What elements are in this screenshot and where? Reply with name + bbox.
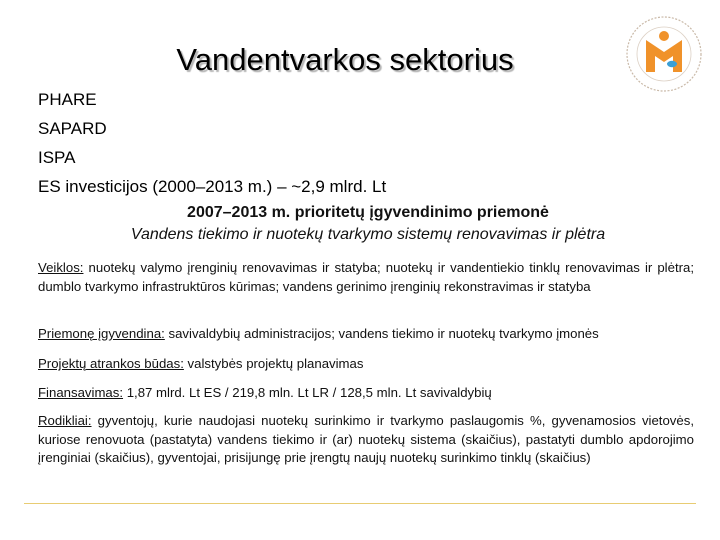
slide-title: Vandentvarkos sektorius <box>176 42 514 77</box>
measure-heading: 2007–2013 m. prioritetų įgyvendinimo priemonė <box>187 204 549 221</box>
footer-divider <box>24 503 696 504</box>
section-text: gyventojų, kurie naudojasi nuotekų surinkimo ir tvarkymo paslaugomis %, gyvenamosios vietovės, kuriose renovuota (pastatyta) vandens tiekimo ir (ar) nuotekų sistema (skaičius), pastatyti dumblo apdorojimo įrenginiai (skaičius), gyventojai, prisijungę prie įrengtų naujų nuotekų surinkimo tinklų (skaičius) <box>38 413 694 465</box>
list-item: SAPARD <box>38 119 107 138</box>
activities-paragraph <box>38 259 694 296</box>
implementers-paragraph <box>38 325 694 344</box>
indicators-paragraph <box>38 412 694 468</box>
section-text: nuotekų valymo įrenginių renovavimas ir statyba; nuotekų ir vandentiekio tinklų renovavimas ir plėtra; dumblo tvarkymo infrastruktūros kūrimas; vandens gerinimo įrenginių rekonstravimas ir statyba <box>38 260 694 294</box>
section-text: savivaldybių administracijos; vandens tiekimo ir nuotekų tvarkymo įmonės <box>164 326 599 341</box>
section-label: Veiklos: <box>38 260 84 275</box>
measure-name: Vandens tiekimo ir nuotekų tvarkymo sistemų renovavimas ir plėtra <box>130 226 606 243</box>
section-label: Finansavimas: <box>38 385 124 400</box>
section-label: Priemonę įgyvendina: <box>38 326 165 341</box>
list-item: PHARE <box>38 90 97 109</box>
list-item: ISPA <box>38 148 76 167</box>
section-text: valstybės projektų planavimas <box>183 356 364 371</box>
list-item: ES investicijos (2000–2013 m.) – ~2,9 mlrd. Lt <box>38 177 387 196</box>
section-label: Rodikliai: <box>38 413 92 428</box>
ministry-logo <box>624 14 704 94</box>
funding-paragraph <box>38 384 694 403</box>
program-list <box>38 85 386 201</box>
section-text: 1,87 mlrd. Lt ES / 219,8 mln. Lt LR / 128,5 mln. Lt savivaldybių <box>123 385 492 400</box>
section-label: Projektų atrankos būdas: <box>38 356 184 371</box>
selection-paragraph <box>38 355 694 374</box>
